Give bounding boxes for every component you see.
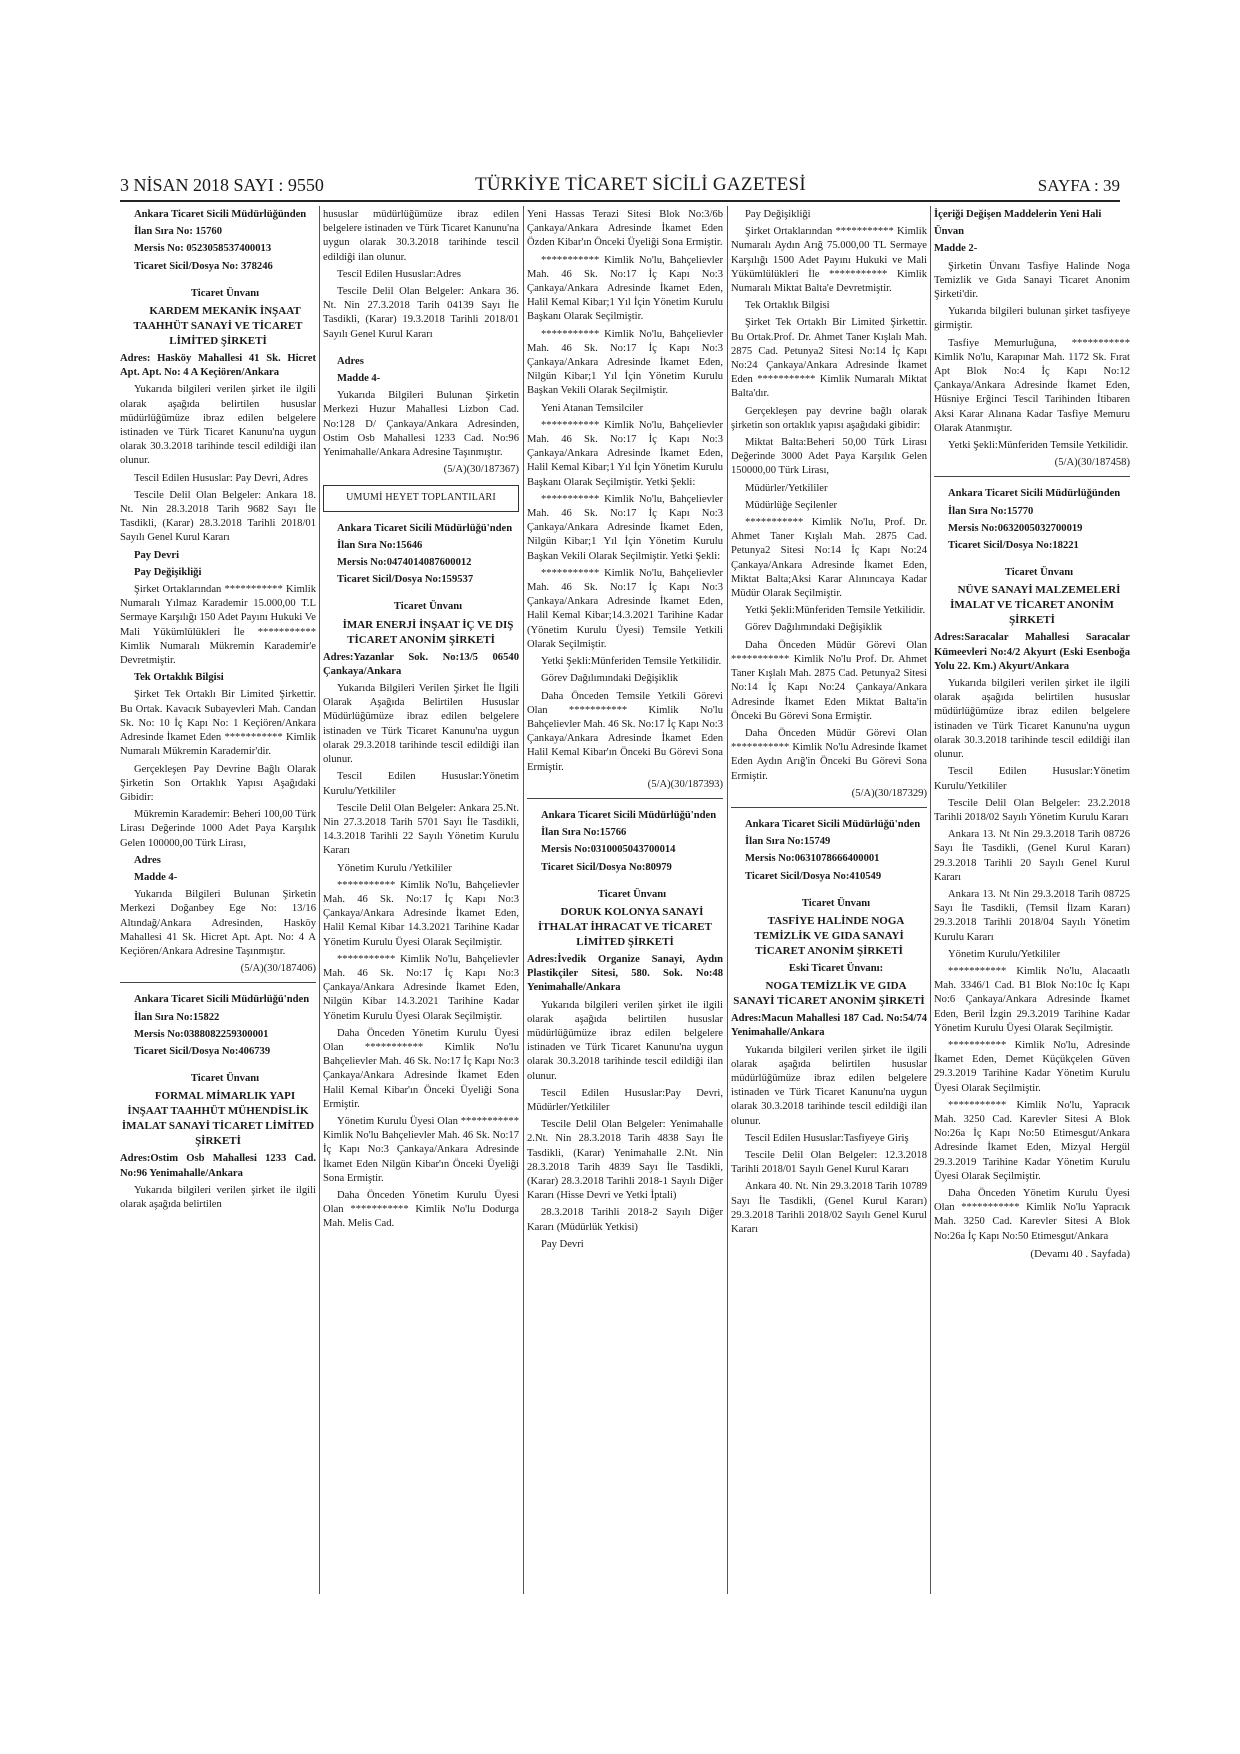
column-divider xyxy=(930,206,931,1594)
notice-paragraph: Daha Önceden Yönetim Kurulu Üyesi Olan *********** Kimlik No'lu Yapracık Mah. 3250 Cad. Karevler Sitesi A Blok No:26a İç Kapı No:50 Etimesgut/Ankara xyxy=(934,1187,1130,1242)
notice-paragraph: Yetki Şekli:Münferiden Temsile Yetkilidir. xyxy=(541,656,722,668)
column-4 xyxy=(731,208,927,1240)
issue-date: 3 NİSAN 2018 SAYI : 9550 xyxy=(120,175,324,195)
section-heading: Madde 2- xyxy=(934,243,978,255)
evidence-documents: Tescile Delil Olan Belgeler: Ankara 18. Nt. Nin 28.3.2018 Tarih 9682 Sayı İle Tasdikli, (Karar) 28.3.2018 Tarihli 2018/01 Sayılı Genel Kurul Kararı xyxy=(120,489,316,544)
notice-paragraph: Şirketin Ünvanı Tasfiye Halinde Noga Temizlik ve Gıda Sanayi Ticaret Anonim Şirketi'dir. xyxy=(934,260,1130,301)
company-address: Adres:Macun Mahallesi 187 Cad. No:54/74 Yenimahalle/Ankara xyxy=(731,1013,927,1039)
notice-paragraph: Yukarıda bilgileri verilen şirket ile ilgili olarak aşağıda belirtilen xyxy=(120,1184,316,1210)
ilan-no: İlan Sıra No:15646 xyxy=(337,539,423,551)
column-divider xyxy=(319,206,320,1594)
notice-paragraph: Şirket Tek Ortaklı Bir Limited Şirkettir. Bu Ortak. Kavacık Subayevleri Mah. Candan Sk. No: 10 İç Kapı No: 1 Keçiören/Ankara Adresinde İkamet Eden *********** Kimlik Numaralı Mükremin Karademir'dir. xyxy=(120,689,316,758)
notice-paragraph: *********** Kimlik No'lu, Bahçelievler Mah. 46 Sk. No:17 İç Kapı No:3 Çankaya/Ankara Adresinde İkamet Eden, Nilgün Kibar;1 Yıl İçin Yönetim Kurulu Başkan Vekili Olarak Seçilmiştir. Yetki Şekli: xyxy=(527,493,723,562)
notice-paragraph: Yukarıda Bilgileri Verilen Şirket İle İlgili Olarak Aşağıda Belirtilen Hususlar Müdürlüğümüze ibraz edilen belgelere istinaden ve Türk Ticaret Kanunu'na uygun olarak 29.3.2018 tarihinde tescil edildiği ilan olunur. xyxy=(323,683,519,766)
notice-paragraph: *********** Kimlik No'lu, Bahçelievler Mah. 46 Sk. No:17 İç Kapı No:3 Çankaya/Ankara Adresinde İkamet Eden, Nilgün Kibar 14.3.2021 Tarihine Kadar Yönetim Kurulu Üyesi Olarak Seçilmiştir. xyxy=(323,953,519,1022)
notice-paragraph: Daha Önceden Temsile Yetkili Görevi Olan *********** Kimlik No'lu Bahçelievler Mah. 46 Sk. No:17 İç Kapı No:3 Çankaya/Ankara Adresinde İkamet Eden Halil Kemal Kibar'ın Önceki Bu Görevi Sona Ermiştir. xyxy=(527,690,723,773)
registered-matters: Tescil Edilen Hususlar:Tasfiyeye Giriş xyxy=(745,1132,909,1144)
section-heading: Pay Devri xyxy=(541,1238,584,1250)
notice-paragraph: *********** Kimlik No'lu, Bahçelievler Mah. 46 Sk. No:17 İç Kapı No:3 Çankaya/Ankara Adresinde İkamet Eden, Halil Kemal Kibar 14.3.2021 Tarihine Kadar Yönetim Kurulu Üyesi Olarak Seçilmiştir. xyxy=(323,879,519,948)
section-heading: Pay Değişikliği xyxy=(134,566,202,578)
notice-paragraph: Yönetim Kurulu Üyesi Olan *********** Kimlik No'lu Bahçelievler Mah. 46 Sk. No:17 İç Kapı No:3 Çankaya/Ankara Adresinde İkamet Eden Nilgün Kibar'ın Önceki Üyeliği Sona Ermiştir. xyxy=(323,1115,519,1184)
company-name: İMAR ENERJİ İNŞAAT İÇ VE DIŞ TİCARET ANONİM ŞİRKETİ xyxy=(342,618,514,646)
registered-matters: Tescil Edilen Hususlar: Pay Devri, Adres xyxy=(134,472,309,484)
old-company-name: NOGA TEMİZLİK VE GIDA SANAYİ TİCARET ANONİM ŞİRKETİ xyxy=(733,980,925,1008)
gazette-title: TÜRKİYE TİCARET SİCİLİ GAZETESİ xyxy=(475,174,807,195)
notice-divider xyxy=(120,982,316,983)
registry-office: Ankara Ticaret Sicili Müdürlüğü'nden xyxy=(541,809,717,821)
notice-divider xyxy=(527,798,723,799)
ilan-no: İlan Sıra No: 15760 xyxy=(134,226,222,238)
registered-matters: Tescil Edilen Hususlar:Pay Devri, Müdürler/Yetkililer xyxy=(527,1087,723,1113)
company-address: Adres:İvedik Organize Sanayi, Aydın Plastikçiler Sitesi, 580. Sok. No:48 Yenimahalle/Ankara xyxy=(527,953,723,994)
notice-paragraph: Ankara 13. Nt Nin 29.3.2018 Tarih 08726 Sayı İle Tasdikli, (Genel Kurul Kararı) 29.3.2018 Tarihli 20 Sayılı Genel Kurul Kararı xyxy=(934,829,1130,883)
notice-paragraph: Yukarıda bilgileri verilen şirket ile ilgili olarak aşağıda belirtilen hususlar müdürlüğümüze ibraz edilen belgelere istinaden ve Türk Ticaret Kanunu'na uygun olarak 30.3.2018 tarihinde tescil edildiği ilan olunur. xyxy=(731,1044,927,1127)
section-heading: Madde 4- xyxy=(134,871,178,883)
notice-paragraph: Yukarıda Bilgileri Bulunan Şirketin Merkezi Doğanbey Ege No: 13/16 Altındağ/Ankara Adresinden, Hasköy Mahallesi 41 Sk. Hicret Apt. Apt. No: 4 A Keçiören/Ankara Adresine Taşınmıştır. xyxy=(120,889,316,957)
column-3 xyxy=(527,208,723,1255)
section-heading: Adres xyxy=(134,854,161,866)
notice-paragraph: Gerçekleşen pay devrine bağlı olarak şirketin son ortaklık yapısı aşağıdaki gibidir: xyxy=(731,405,927,431)
section-heading: Yeni Atanan Temsilciler xyxy=(541,402,644,414)
notice-paragraph: Şirket Ortaklarından *********** Kimlik Numaralı Aydın Arığ 75.000,00 TL Sermaye Karşılığı 1500 Adet Payını Hukuki ve Mali Yükümlülükleri İle *********** Kimlik Numaralı Miktat Balta'e Devretmiştir. xyxy=(731,226,927,295)
evidence-documents: Tescile Delil Olan Belgeler: Yenimahalle 2.Nt. Nin 28.3.2018 Tarih 4838 Sayı İle Tasdikli, (Karar) Yenimahalle 2.Nt. Nin 28.3.2018 Tarih 4839 Sayı İle Tasdikli, (Karar) 28.3.2018 Tarihli 2018-1 Sayılı Diğer Kararı (Hisse Devri ve Yetki İptali) xyxy=(527,1119,723,1202)
section-heading: Tek Ortaklık Bilgisi xyxy=(745,300,830,312)
company-name: NÜVE SANAYİ MALZEMELERİ İMALAT VE TİCARET ANONİM ŞİRKETİ xyxy=(950,584,1121,627)
ilan-no: İlan Sıra No:15822 xyxy=(134,1011,220,1023)
ilan-no: İlan Sıra No:15770 xyxy=(948,505,1034,517)
registry-office: Ankara Ticaret Sicili Müdürlüğü'nden xyxy=(745,818,921,830)
notice-paragraph: Şirket Ortaklarından *********** Kimlik Numaralı Yılmaz Karademir 15.000,00 T.L Sermaye Karşılığı 150 Adet Payını Hukuki Ve Mali Yükümlülükleri İle *********** Kimlik Numaralı Mükremin Karademir'e Devretmiştir. xyxy=(120,584,316,667)
mersis-no: Mersis No:0474014087600012 xyxy=(337,557,472,569)
notice-paragraph: Daha Önceden Müdür Görevi Olan *********** Kimlik No'lu Adresinde İkamet Eden Aydın Arığ'in Önceki Bu Görevi Sona Ermiştir. xyxy=(731,727,927,782)
evidence-documents: Tescile Delil Olan Belgeler: Ankara 25.Nt. Nin 27.3.2018 Tarih 5701 Sayı İle Tasdikli, 14.3.2018 Tarihli 22 Sayılı Yönetim Kurulu Kararı xyxy=(323,802,519,857)
sicil-no: Ticaret Sicil/Dosya No:159537 xyxy=(337,574,474,586)
section-heading: Pay Devri xyxy=(134,549,180,561)
section-heading: İçeriği Değişen Maddelerin Yeni Hali xyxy=(934,209,1102,220)
column-1 xyxy=(120,208,316,1215)
notice-paragraph: *********** Kimlik No'lu, Prof. Dr. Ahmet Taner Kışlalı Mah. 2875 Cad. Petunya2 Sitesi No:14 İç Kapı No:24 Çankaya/Ankara Adresinde İkamet Eden, Miktat Balta;Aksi Karar Alınıncaya Kadar Müdür Olarak Seçilmiştir. xyxy=(731,517,927,600)
reference-code: (5/A)(30/187329) xyxy=(851,787,927,799)
unvan-label: Ticaret Ünvanı xyxy=(801,897,871,909)
notice-divider xyxy=(731,807,927,808)
evidence-documents: Tescile Delil Olan Belgeler: Ankara 36. Nt. Nin 27.3.2018 Tarih 04139 Sayı İle Tasdikli, (Karar) 19.3.2018 Tarihli 2018/01 Sayılı Genel Kurul Kararı xyxy=(323,286,519,340)
notice-paragraph: Yetki Şekli:Münferiden Temsile Yetkilidir. xyxy=(948,440,1129,452)
registry-office: Ankara Ticaret Sicili Müdürlüğü'nden xyxy=(337,522,513,534)
section-heading: Tek Ortaklık Bilgisi xyxy=(134,672,224,684)
unvan-label: Ticaret Ünvanı xyxy=(190,1073,260,1085)
company-address: Adres:Yazanlar Sok. No:13/5 06540 Çankaya/Ankara xyxy=(323,651,519,677)
section-heading: Pay Değişikliği xyxy=(745,209,811,220)
reference-code: (5/A)(30/187393) xyxy=(647,778,723,790)
mersis-no: Mersis No:0388082259300001 xyxy=(134,1028,269,1040)
continued-note: (Devamı 40 . Sayfada) xyxy=(1030,1247,1130,1260)
notice-paragraph: Yukarıda bilgileri verilen şirket ile ilgili olarak aşağıda belirtilen hususlar müdürlüğümüze ibraz edilen belgelere istinaden ve Türk Ticaret Kanunu'na uygun olarak 30.3.2018 tarihinde tescil edildiği ilan olunur. xyxy=(934,678,1130,761)
notice-paragraph: Daha Önceden Müdür Görevi Olan *********** Kimlik No'lu Prof. Dr. Ahmet Taner Kışlalı Mah. 2875 Cad. Petunya2 Sitesi No:14 İç Kapı No:24 Çankaya/Ankara Adresinde İkamet Eden Miktat Balta'in Önceki Bu Görevi Sona Ermiştir. xyxy=(731,639,927,722)
notice-divider xyxy=(934,476,1130,477)
notice-paragraph: *********** Kimlik No'lu, Bahçelievler Mah. 46 Sk. No:17 İç Kapı No:3 Çankaya/Ankara Adresinde İkamet Eden, Halil Kemal Kibar;1 Yıl İçin Yönetim Kurulu Başkanı Olarak Seçilmiştir. Yetki Şekli: xyxy=(527,419,723,488)
reference-code: (5/A)(30/187367) xyxy=(443,464,519,476)
unvan-label: Ticaret Ünvanı xyxy=(1004,567,1074,579)
notice-paragraph: Yukarıda bilgileri verilen şirket ile ilgili olarak aşağıda belirtilen hususlar müdürlüğümüze ibraz edilen belgelere istinaden ve Türk Ticaret Kanunu'na uygun olarak 30.3.2018 tarihinde tescil edildiği ilan olunur. xyxy=(527,999,723,1082)
company-name: FORMAL MİMARLIK YAPI İNŞAAT TAAHHÜT MÜHENDİSLİK İMALAT SANAYİ TİCARET LİMİTED ŞİRKETİ xyxy=(121,1090,315,1148)
notice-paragraph: Yukarıda Bilgileri Bulunan Şirketin Merkezi Huzur Mahallesi Lizbon Cad. No:128 D/ Çankaya/Ankara Adresinden, Ostim Osb Mahallesi 1233 Cad. No:96 Yenimahalle/Ankara Adresine Taşınmıştır. xyxy=(323,390,519,459)
section-heading: Müdürlüğe Seçilenler xyxy=(745,499,838,511)
mersis-no: Mersis No:0632005032700019 xyxy=(948,522,1083,534)
sicil-no: Ticaret Sicil/Dosya No:18221 xyxy=(948,540,1079,552)
notice-paragraph: Mükremin Karademir: Beheri 100,00 Türk Lirası Değerinde 1000 Adet Paya Karşılık Gelen 100000,00 Türk Lirası, xyxy=(120,809,316,849)
column-divider xyxy=(727,206,728,1594)
company-address: Adres: Hasköy Mahallesi 41 Sk. Hicret Apt. Apt. No: 4 A Keçiören/Ankara xyxy=(120,353,316,379)
gazette-header xyxy=(120,168,1120,202)
unvan-label: Ticaret Ünvanı xyxy=(393,601,463,613)
sicil-no: Ticaret Sicil/Dosya No:80979 xyxy=(541,861,672,873)
notice-paragraph: Yukarıda bilgileri verilen şirket ile ilgili olarak aşağıda belirtilen hususlar müdürlüğümüze ibraz edilen belgelere istinaden ve Türk Ticaret Kanunu'na uygun olarak 30.3.2018 tarihinde tescil edildiği ilan olunur. xyxy=(120,384,316,467)
old-unvan-label: Eski Ticaret Ünvanı: xyxy=(788,962,884,974)
company-name: DORUK KOLONYA SANAYİ İTHALAT İHRACAT VE TİCARET LİMİTED ŞİRKETİ xyxy=(538,905,712,948)
sicil-no: Ticaret Sicil/Dosya No: 378246 xyxy=(134,260,273,272)
section-box-heading: UMUMİ HEYET TOPLANTILARI xyxy=(323,485,519,511)
notice-paragraph: Gerçekleşen Pay Devrine Bağlı Olarak Şirketin Son Ortaklık Yapısı Aşağıdaki Gibidir: xyxy=(120,763,316,803)
notice-paragraph: Daha Önceden Yönetim Kurulu Üyesi Olan *********** Kimlik No'lu Bahçelievler Mah. 46 Sk. No:17 İç Kapı No:3 Çankaya/Ankara Adresinde İkamet Eden Halil Kemal Kibar'ın Önceki Üyeliği Sona Ermiştir. xyxy=(323,1027,519,1110)
column-divider xyxy=(523,206,524,1594)
sicil-no: Ticaret Sicil/Dosya No:406739 xyxy=(134,1045,271,1057)
evidence-documents: Tescile Delil Olan Belgeler: 23.2.2018 Tarihli 2018/02 Sayılı Yönetim Kurulu Kararı xyxy=(934,797,1130,823)
ilan-no: İlan Sıra No:15749 xyxy=(745,836,831,848)
company-address: Adres:Ostim Osb Mahallesi 1233 Cad. No:96 Yenimahalle/Ankara xyxy=(120,1153,316,1179)
mersis-no: Mersis No: 0523058537400013 xyxy=(134,243,272,255)
mersis-no: Mersis No:0310005043700014 xyxy=(541,844,676,856)
company-name: TASFİYE HALİNDE NOGA TEMİZLİK VE GIDA SANAYİ TİCARET ANONİM ŞİRKETİ xyxy=(754,914,905,957)
notice-paragraph: 28.3.2018 Tarihli 2018-2 Sayılı Diğer Kararı (Müdürlük Yetkisi) xyxy=(527,1207,723,1233)
section-heading: Madde 4- xyxy=(337,373,381,385)
notice-paragraph: *********** Kimlik No'lu, Bahçelievler Mah. 46 Sk. No:17 İç Kapı No:3 Çankaya/Ankara Adresinde İkamet Eden, Nilgün Kibar;1 Yıl İçin Yönetim Kurulu Başkan Vekili Olarak Seçilmiştir. xyxy=(527,328,723,397)
notice-paragraph: Daha Önceden Yönetim Kurulu Üyesi Olan *********** Kimlik No'lu Dodurga Mah. Melis Cad. xyxy=(323,1189,519,1230)
unvan-label: Ticaret Ünvanı xyxy=(190,287,260,299)
unvan-label: Ticaret Ünvanı xyxy=(597,888,667,900)
notice-paragraph: Yeni Hassas Terazi Sitesi Blok No:3/6b Çankaya/Ankara Adresinde İkamet Eden Özden Kibar'ın Önceki Üyeliği Sona Ermiştir. xyxy=(527,209,723,249)
registered-matters: Tescil Edilen Hususlar:Yönetim Kurulu/Yetkililer xyxy=(323,771,519,797)
notice-paragraph: hususlar müdürlüğümüze ibraz edilen belgelere istinaden ve Türk Ticaret Kanunu'na uygun olarak 30.3.2018 tarihinde tescil edildiği ilan olunur. xyxy=(323,209,519,263)
notice-paragraph: *********** Kimlik No'lu, Yapracık Mah. 3250 Cad. Karevler Sitesi A Blok No:26a İç Kapı No:50 Etimesgut/Ankara Adresinde İkamet Eden, Mizyal Hergül 29.3.2019 Tarihine Kadar Yönetim Kurulu Üyesi Olarak Seçilmiştir. xyxy=(934,1099,1130,1182)
notice-paragraph: Ankara 13. Nt Nin 29.3.2018 Tarih 08725 Sayı İle Tasdikli, (Temsil İlzam Kararı) 29.3.2018 Tarihli 2018/04 Sayılı Yönetim Kurulu Kararı xyxy=(934,888,1130,943)
section-heading: Görev Dağılımındaki Değişiklik xyxy=(745,622,883,634)
notice-paragraph: *********** Kimlik No'lu, Alacaatlı Mah. 3346/1 Cad. B1 Blok No:10c İç Kapı No:6 Çankaya/Ankara Adresinde İkamet Eden, Beril İzgin 29.3.2019 Tarihine Kadar Yönetim Kurulu Üyesi Olarak Seçilmiştir. xyxy=(934,965,1130,1034)
mersis-no: Mersis No:0631078666400001 xyxy=(745,853,880,865)
column-2 xyxy=(323,208,519,1235)
company-name: KARDEM MEKANİK İNŞAAT TAAHHÜT SANAYİ VE TİCARET LİMİTED ŞİRKETİ xyxy=(133,305,303,348)
registry-office: Ankara Ticaret Sicili Müdürlüğü'nden xyxy=(134,994,310,1006)
notice-paragraph: *********** Kimlik No'lu, Bahçelievler Mah. 46 Sk. No:17 İç Kapı No:3 Çankaya/Ankara Adresinde İkamet Eden, Halil Kemal Kibar;14.3.2021 Tarihine Kadar (Yönetim Kurulu Üyesi) Temsile Yetkili Olarak Seçilmiştir. xyxy=(527,567,723,650)
registry-office: Ankara Ticaret Sicili Müdürlüğünden xyxy=(134,209,307,220)
section-heading: Müdürler/Yetkililer xyxy=(745,482,828,494)
evidence-documents: Tescile Delil Olan Belgeler: 12.3.2018 Tarihli 2018/01 Sayılı Genel Kurul Kararı xyxy=(731,1149,927,1176)
registered-matters: Tescil Edilen Hususlar:Yönetim Kurulu/Yetkililer xyxy=(934,766,1130,792)
section-heading: Görev Dağılımındaki Değişiklik xyxy=(541,673,679,685)
column-5 xyxy=(934,208,1130,1264)
notice-paragraph: Yetki Şekli:Münferiden Temsile Yetkilidir. xyxy=(745,605,926,617)
notice-paragraph: Yukarıda bilgileri bulunan şirket tasfiyeye girmiştir. xyxy=(934,306,1130,332)
notice-paragraph: Şirket Tek Ortaklı Bir Limited Şirkettir. Bu Ortak.Prof. Dr. Ahmet Taner Kışlalı Mah. 2875 Cad. Petunya2 Sitesi No:14 İç Kapı No:24 Çankaya/Ankara Adresinde İkamet Eden *********** Kimlik Numaralı Miktat Balta'dır. xyxy=(731,317,927,400)
ilan-no: İlan Sıra No:15766 xyxy=(541,827,627,839)
section-heading: Yönetim Kurulu/Yetkililer xyxy=(948,948,1061,960)
page-number: SAYFA : 39 xyxy=(1037,176,1120,195)
notice-paragraph: Ankara 40. Nt. Nin 29.3.2018 Tarih 10789 Sayı İle Tasdikli, (Genel Kurul Kararı) 29.3.2018 Tarihli 2018/02 Sayılı Genel Kurul Kararı xyxy=(731,1181,927,1235)
sicil-no: Ticaret Sicil/Dosya No:410549 xyxy=(745,870,882,882)
registered-matters: Tescil Edilen Hususlar:Adres xyxy=(337,268,462,280)
section-heading: Yönetim Kurulu /Yetkililer xyxy=(337,862,452,874)
notice-paragraph: Tasfiye Memurluğuna, *********** Kimlik No'lu, Karapınar Mah. 1172 Sk. Fırat Apt Blok No:4 İç Kapı No:12 Çankaya/Ankara Adresinde İkamet Eden, Hüsniye Erğinci Tescil Tarihinden İtibaren Aksi Karar Alınana Kadar Tasfiye Memuru Olarak Atanmıştır. xyxy=(934,337,1130,434)
notice-paragraph: *********** Kimlik No'lu, Bahçelievler Mah. 46 Sk. No:17 İç Kapı No:3 Çankaya/Ankara Adresinde İkamet Eden, Halil Kemal Kibar;1 Yıl İçin Yönetim Kurulu Başkanı Olarak Seçilmiştir. xyxy=(527,254,723,323)
notice-paragraph: *********** Kimlik No'lu, Adresinde İkamet Eden, Demet Küçükçelen Güven 29.3.2019 Tarihine Kadar Yönetim Kurulu Üyesi Olarak Seçilmiştir. xyxy=(934,1039,1130,1094)
registry-office: Ankara Ticaret Sicili Müdürlüğünden xyxy=(948,488,1121,500)
reference-code: (5/A)(30/187406) xyxy=(240,963,316,975)
section-heading: Ünvan xyxy=(934,226,965,238)
section-heading: Adres xyxy=(337,355,364,367)
notice-paragraph: Miktat Balta:Beheri 50,00 Türk Lirası Değerinde 3000 Adet Paya Karşılık Gelen 150000,00 Türk Lirası, xyxy=(731,437,927,477)
company-address: Adres:Saracalar Mahallesi Saracalar Kümeevleri No:4/2 Akyurt (Eski Esenboğa Yolu 22. Km.) Akyurt/Ankara xyxy=(934,632,1130,672)
reference-code: (5/A)(30/187458) xyxy=(1054,457,1130,469)
